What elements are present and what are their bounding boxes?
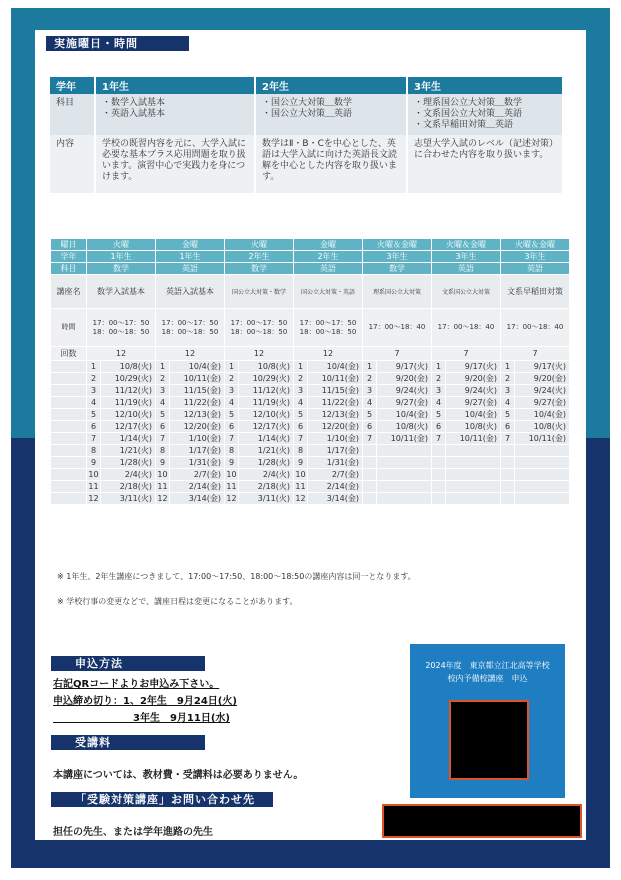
session-date: 2/18(火) — [239, 481, 294, 493]
grade-cell: ・数学入試基本 ・英語入試基本 — [95, 94, 255, 135]
grade-header-3: 3年生 — [407, 77, 563, 94]
session-date: 2/14(金) — [170, 481, 225, 493]
schedule-course-cell: 理系国公立大対策 — [363, 275, 432, 309]
session-date: 1/28(火) — [239, 457, 294, 469]
session-number: 3 — [87, 385, 101, 397]
grade-row-content — [50, 135, 563, 193]
session-number: 2 — [225, 373, 239, 385]
schedule-session-row — [51, 385, 570, 397]
session-date: 11/12(火) — [101, 385, 156, 397]
session-date — [515, 445, 570, 457]
session-number: 7 — [501, 433, 515, 445]
session-number: 7 — [432, 433, 446, 445]
schedule-day-cell: 金曜 — [294, 239, 363, 251]
grade-cell: 数学はⅡ・B・Cを中心とした、英語は大学入試に向けた英語長文読解を中心とした内容を取り扱います。 — [255, 135, 407, 193]
session-date: 10/11(金) — [515, 433, 570, 445]
session-date: 10/11(金) — [377, 433, 432, 445]
schedule-session-label-blank — [51, 421, 87, 433]
session-date: 1/31(金) — [308, 457, 363, 469]
session-date: 10/11(金) — [170, 373, 225, 385]
apply-instruction: 右記QRコードよりお申込み下さい。 — [53, 679, 220, 690]
schedule-session-label-blank — [51, 361, 87, 373]
session-date: 11/22(金) — [308, 397, 363, 409]
session-date: 12/10(火) — [239, 409, 294, 421]
schedule-session-row — [51, 409, 570, 421]
session-date — [446, 481, 501, 493]
session-number: 10 — [226, 470, 237, 479]
session-date: 9/27(金) — [377, 397, 432, 409]
session-date: 10/4(金) — [170, 361, 225, 373]
session-number: 1 — [225, 361, 239, 373]
session-date: 1/14(火) — [239, 433, 294, 445]
grade-table — [50, 77, 564, 193]
redacted-contact-bar — [382, 804, 582, 838]
session-date — [515, 493, 570, 505]
apply-deadline-1: 申込締め切り：1、2年生 9月24日(火) — [53, 696, 237, 707]
session-number: 3 — [363, 385, 377, 397]
session-date — [515, 469, 570, 481]
schedule-grade-cell: 3年生 — [432, 251, 501, 263]
grade-row-label: 内容 — [50, 135, 95, 193]
session-number: 12 — [295, 494, 306, 503]
schedule-subject-cell: 数学 — [87, 263, 156, 275]
session-number: 8 — [87, 445, 101, 457]
schedule-session-label-blank — [51, 409, 87, 421]
session-date: 11/15(金) — [170, 385, 225, 397]
schedule-subject-cell: 数学 — [225, 263, 294, 275]
schedule-day-cell: 火曜 — [87, 239, 156, 251]
session-number — [363, 493, 377, 505]
schedule-time-cell: 17：00〜17：50 18：00〜18：50 — [156, 309, 225, 347]
qr-title-line-1: 2024年度 東京都立江北高等学校 — [425, 661, 550, 670]
schedule-session-label-blank — [51, 385, 87, 397]
session-number: 2 — [501, 373, 515, 385]
session-number: 1 — [294, 361, 308, 373]
session-number: 4 — [432, 397, 446, 409]
session-date: 9/27(金) — [446, 397, 501, 409]
session-date — [446, 493, 501, 505]
session-date: 10/8(火) — [446, 421, 501, 433]
session-number: 12 — [88, 494, 99, 503]
session-number: 11 — [88, 482, 99, 491]
session-date — [377, 445, 432, 457]
schedule-row-label: 学年 — [51, 251, 87, 263]
session-number — [432, 457, 446, 469]
grade-row-label: 科目 — [50, 94, 95, 135]
session-number: 6 — [87, 421, 101, 433]
schedule-row-course — [51, 275, 570, 309]
session-number: 11 — [157, 482, 168, 491]
session-number: 4 — [225, 397, 239, 409]
schedule-day-cell: 火曜 — [225, 239, 294, 251]
schedule-course-cell: 英語入試基本 — [156, 275, 225, 309]
session-date — [377, 457, 432, 469]
session-date: 1/31(金) — [170, 457, 225, 469]
qr-panel-title — [410, 659, 565, 685]
grade-header-2: 2年生 — [255, 77, 407, 94]
session-number: 4 — [87, 397, 101, 409]
schedule-day-cell: 金曜 — [156, 239, 225, 251]
session-date: 1/21(火) — [101, 445, 156, 457]
session-number: 2 — [363, 373, 377, 385]
session-date: 10/11(金) — [446, 433, 501, 445]
schedule-row-day — [51, 239, 570, 251]
session-number: 4 — [363, 397, 377, 409]
fee-text: 本講座については、教材費・受講料は必要ありません。 — [53, 770, 304, 781]
session-date: 1/21(火) — [239, 445, 294, 457]
qr-title-line-2: 校内予備校講座 申込 — [447, 674, 528, 683]
schedule-time-cell: 17：00〜17：50 18：00〜18：50 — [294, 309, 363, 347]
schedule-row-count — [51, 347, 570, 361]
session-date: 12/13(金) — [308, 409, 363, 421]
session-date: 1/14(火) — [101, 433, 156, 445]
session-number — [501, 493, 515, 505]
schedule-grade-cell: 2年生 — [294, 251, 363, 263]
session-date: 12/13(金) — [170, 409, 225, 421]
session-date: 12/17(火) — [239, 421, 294, 433]
session-number: 2 — [294, 373, 308, 385]
session-date: 9/20(金) — [446, 373, 501, 385]
schedule-row-label: 科目 — [51, 263, 87, 275]
session-date — [377, 469, 432, 481]
session-number: 2 — [432, 373, 446, 385]
schedule-session-row — [51, 469, 570, 481]
schedule-row-label: 講座名 — [51, 275, 87, 309]
schedule-row-label: 曜日 — [51, 239, 87, 251]
session-date: 11/22(金) — [170, 397, 225, 409]
session-date: 9/24(火) — [377, 385, 432, 397]
session-number: 11 — [295, 482, 306, 491]
session-number: 7 — [294, 433, 308, 445]
schedule-session-row — [51, 481, 570, 493]
schedule-day-cell: 火曜＆金曜 — [432, 239, 501, 251]
note-1: ※ 1年生、2年生講座につきまして、17:00〜17:50、18:00〜18:50の講座内容は同一となります。 — [57, 572, 416, 581]
session-number: 3 — [432, 385, 446, 397]
schedule-session-row — [51, 493, 570, 505]
schedule-count-cell: 12 — [294, 347, 363, 361]
session-date: 10/11(金) — [308, 373, 363, 385]
schedule-row-label: 回数 — [51, 347, 87, 361]
flyer-sheet — [35, 30, 586, 840]
schedule-subject-cell: 数学 — [363, 263, 432, 275]
schedule-course-cell: 文系国公立大対策 — [432, 275, 501, 309]
schedule-session-label-blank — [51, 481, 87, 493]
session-date: 10/29(火) — [101, 373, 156, 385]
qr-panel — [410, 644, 565, 798]
session-date: 9/27(金) — [515, 397, 570, 409]
apply-section-title: 申込方法 — [51, 656, 205, 671]
session-date — [515, 457, 570, 469]
qr-code-redacted[interactable] — [449, 700, 529, 780]
session-date: 1/17(金) — [170, 445, 225, 457]
session-date — [446, 457, 501, 469]
session-date: 3/14(金) — [170, 493, 225, 505]
apply-deadline-2: 3年生 9月11日(水) — [53, 713, 230, 724]
session-date: 1/17(金) — [308, 445, 363, 457]
session-number: 5 — [501, 409, 515, 421]
session-number: 7 — [156, 433, 170, 445]
schedule-course-cell: 数学入試基本 — [87, 275, 156, 309]
session-number — [501, 457, 515, 469]
contact-text: 担任の先生、または学年進路の先生 — [53, 827, 213, 838]
schedule-session-label-blank — [51, 457, 87, 469]
session-date: 10/8(火) — [101, 361, 156, 373]
session-date: 9/20(金) — [515, 373, 570, 385]
session-date: 9/17(火) — [515, 361, 570, 373]
session-date: 9/17(火) — [377, 361, 432, 373]
session-number: 5 — [363, 409, 377, 421]
session-number: 5 — [294, 409, 308, 421]
session-number — [363, 457, 377, 469]
schedule-course-cell: 文系早稲田対策 — [501, 275, 570, 309]
session-date: 3/11(火) — [239, 493, 294, 505]
schedule-session-label-blank — [51, 373, 87, 385]
session-number: 6 — [225, 421, 239, 433]
schedule-count-cell: 7 — [363, 347, 432, 361]
session-date: 12/17(火) — [101, 421, 156, 433]
schedule-subject-cell: 英語 — [501, 263, 570, 275]
schedule-time-cell: 17：00〜17：50 18：00〜18：50 — [225, 309, 294, 347]
session-date: 10/4(金) — [446, 409, 501, 421]
session-date: 3/14(金) — [308, 493, 363, 505]
schedule-subject-cell: 英語 — [294, 263, 363, 275]
schedule-grade-cell: 1年生 — [87, 251, 156, 263]
session-date: 9/17(火) — [446, 361, 501, 373]
session-number: 9 — [225, 457, 239, 469]
session-date: 10/4(金) — [515, 409, 570, 421]
session-date: 2/4(火) — [101, 469, 156, 481]
session-number: 6 — [432, 421, 446, 433]
session-number: 3 — [156, 385, 170, 397]
schedule-count-cell: 12 — [87, 347, 156, 361]
grade-header-label: 学年 — [50, 77, 95, 94]
schedule-row-subject — [51, 263, 570, 275]
grade-table-header — [50, 77, 563, 94]
grade-cell: ・理系国公立大対策＿数学 ・文系国公立大対策＿英語 ・文系早稲田対策＿英語 — [407, 94, 563, 135]
session-date: 2/7(金) — [170, 469, 225, 481]
session-number — [432, 445, 446, 457]
session-date — [446, 469, 501, 481]
grade-cell: 学校の既習内容を元に、大学入試に必要な基本プラス応用問題を取り扱います。演習中心で実践力を身につけます。 — [95, 135, 255, 193]
schedule-course-cell: 国公立大対策・英語 — [294, 275, 363, 309]
session-number: 4 — [501, 397, 515, 409]
schedule-session-row — [51, 421, 570, 433]
schedule-count-cell: 7 — [501, 347, 570, 361]
session-number: 5 — [156, 409, 170, 421]
session-number: 5 — [432, 409, 446, 421]
schedule-day-cell: 火曜＆金曜 — [501, 239, 570, 251]
schedule-session-label-blank — [51, 493, 87, 505]
session-date: 11/19(火) — [101, 397, 156, 409]
grade-header-1: 1年生 — [95, 77, 255, 94]
schedule-session-row — [51, 373, 570, 385]
contact-section-title: 「受験対策講座」お問い合わせ先 — [51, 792, 273, 807]
session-number: 10 — [88, 470, 99, 479]
session-date: 1/28(火) — [101, 457, 156, 469]
session-number: 9 — [87, 457, 101, 469]
session-date: 2/18(火) — [101, 481, 156, 493]
schedule-session-row — [51, 397, 570, 409]
schedule-grade-cell: 1年生 — [156, 251, 225, 263]
schedule-subject-cell: 英語 — [432, 263, 501, 275]
schedule-grade-cell: 3年生 — [501, 251, 570, 263]
session-number: 1 — [363, 361, 377, 373]
schedule-grade-cell: 3年生 — [363, 251, 432, 263]
schedule-row-label: 時間 — [51, 309, 87, 347]
schedule-session-row — [51, 433, 570, 445]
session-date: 9/20(金) — [377, 373, 432, 385]
session-number: 10 — [157, 470, 168, 479]
session-number — [432, 469, 446, 481]
session-number: 1 — [156, 361, 170, 373]
session-number — [363, 481, 377, 493]
session-number — [501, 445, 515, 457]
schedule-count-cell: 7 — [432, 347, 501, 361]
session-number: 4 — [294, 397, 308, 409]
session-number: 8 — [225, 445, 239, 457]
session-number: 3 — [225, 385, 239, 397]
session-number — [363, 469, 377, 481]
session-date: 10/29(火) — [239, 373, 294, 385]
session-date — [515, 481, 570, 493]
session-number: 7 — [363, 433, 377, 445]
session-date: 10/8(火) — [377, 421, 432, 433]
grade-cell: 志望大学入試のレベル（記述対策）に合わせた内容を取り扱います。 — [407, 135, 563, 193]
session-date: 2/14(金) — [308, 481, 363, 493]
schedule-session-row — [51, 457, 570, 469]
session-number: 7 — [87, 433, 101, 445]
session-number — [363, 445, 377, 457]
schedule-grade-cell: 2年生 — [225, 251, 294, 263]
note-2: ※ 学校行事の変更などで、講座日程は変更になることがあります。 — [57, 597, 298, 606]
session-number — [432, 481, 446, 493]
session-date: 2/4(火) — [239, 469, 294, 481]
session-number: 5 — [225, 409, 239, 421]
grade-row-subject — [50, 94, 563, 135]
schedule-session-label-blank — [51, 469, 87, 481]
grade-cell: ・国公立大対策＿数学 ・国公立大対策＿英語 — [255, 94, 407, 135]
schedule-session-label-blank — [51, 445, 87, 457]
schedule-session-row — [51, 361, 570, 373]
schedule-time-cell: 17：00〜18：40 — [501, 309, 570, 347]
session-date: 11/19(火) — [239, 397, 294, 409]
session-number: 9 — [156, 457, 170, 469]
session-date: 12/20(金) — [170, 421, 225, 433]
session-date: 11/15(金) — [308, 385, 363, 397]
session-number: 2 — [156, 373, 170, 385]
session-date: 11/12(火) — [239, 385, 294, 397]
session-date: 9/24(火) — [515, 385, 570, 397]
schedule-time-cell: 17：00〜18：40 — [363, 309, 432, 347]
session-number: 8 — [156, 445, 170, 457]
session-date: 10/4(金) — [308, 361, 363, 373]
fee-section-title: 受講料 — [51, 735, 205, 750]
schedule-subject-cell: 英語 — [156, 263, 225, 275]
session-number: 3 — [294, 385, 308, 397]
session-number — [501, 481, 515, 493]
schedule-section-title: 実施曜日・時間 — [46, 36, 189, 51]
session-date — [446, 445, 501, 457]
session-date: 1/10(金) — [170, 433, 225, 445]
session-date: 12/10(火) — [101, 409, 156, 421]
session-date: 3/11(火) — [101, 493, 156, 505]
session-number: 6 — [294, 421, 308, 433]
session-number: 6 — [156, 421, 170, 433]
session-date: 1/10(金) — [308, 433, 363, 445]
schedule-day-cell: 火曜＆金曜 — [363, 239, 432, 251]
session-date — [377, 481, 432, 493]
schedule-table — [50, 238, 570, 505]
session-number: 2 — [87, 373, 101, 385]
session-number — [432, 493, 446, 505]
session-number: 4 — [156, 397, 170, 409]
session-number: 10 — [295, 470, 306, 479]
session-date: 2/7(金) — [308, 469, 363, 481]
session-number: 6 — [363, 421, 377, 433]
schedule-course-cell: 国公立大対策・数学 — [225, 275, 294, 309]
schedule-count-cell: 12 — [225, 347, 294, 361]
schedule-session-label-blank — [51, 397, 87, 409]
schedule-row-grade — [51, 251, 570, 263]
session-number: 11 — [226, 482, 237, 491]
session-number: 12 — [157, 494, 168, 503]
session-date: 10/8(火) — [515, 421, 570, 433]
session-date: 10/8(火) — [239, 361, 294, 373]
session-date: 9/24(火) — [446, 385, 501, 397]
schedule-time-cell: 17：00〜18：40 — [432, 309, 501, 347]
schedule-row-time — [51, 309, 570, 347]
session-number: 1 — [432, 361, 446, 373]
session-number — [501, 469, 515, 481]
session-date — [377, 493, 432, 505]
session-number: 6 — [501, 421, 515, 433]
session-number: 8 — [294, 445, 308, 457]
session-number: 12 — [226, 494, 237, 503]
session-number: 1 — [501, 361, 515, 373]
schedule-time-cell: 17：00〜17：50 18：00〜18：50 — [87, 309, 156, 347]
session-date: 12/20(金) — [308, 421, 363, 433]
session-date: 10/4(金) — [377, 409, 432, 421]
schedule-count-cell: 12 — [156, 347, 225, 361]
schedule-session-row — [51, 445, 570, 457]
session-number: 9 — [294, 457, 308, 469]
session-number: 7 — [225, 433, 239, 445]
schedule-session-label-blank — [51, 433, 87, 445]
session-number: 3 — [501, 385, 515, 397]
session-number: 1 — [87, 361, 101, 373]
session-number: 5 — [87, 409, 101, 421]
